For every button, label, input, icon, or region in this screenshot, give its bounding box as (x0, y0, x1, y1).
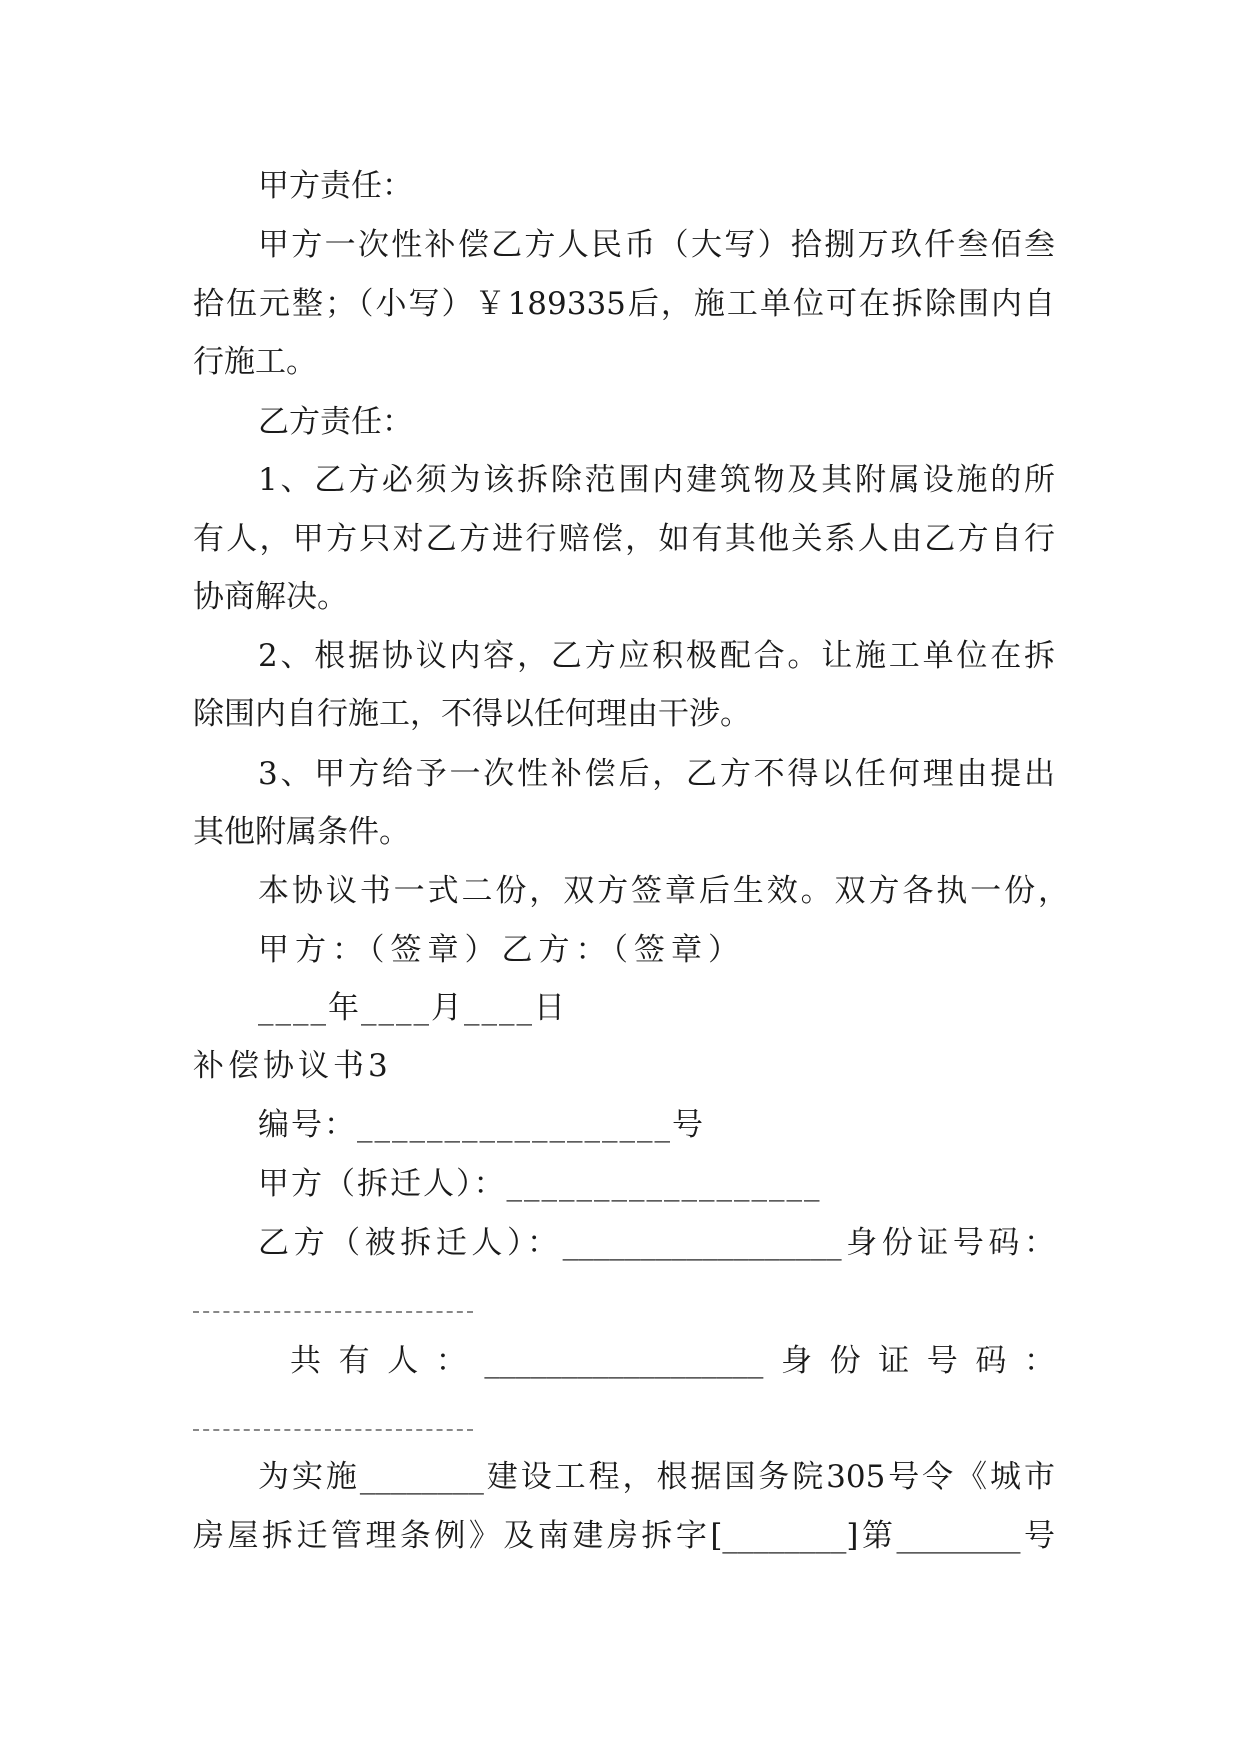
paragraph-line: 甲方一次性补偿乙方人民币（大写）拾捌万玖仟叁佰叁 (258, 227, 1055, 263)
party-b-field: 乙方（被拆迁人）：__________________身份证号码： (258, 1225, 1055, 1261)
heading-party-a-duties: 甲方责任： (258, 168, 413, 204)
paragraph-line: 2、根据协议内容，乙方应积极配合。让施工单位在拆 (258, 638, 1055, 674)
paragraph-line: 房屋拆迁管理条例》及南建房拆字[________]第________号 (193, 1518, 1055, 1554)
blank-underline (193, 1429, 473, 1431)
number-field: 编号：__________________号 (258, 1107, 705, 1143)
heading-party-b-duties: 乙方责任： (258, 404, 413, 440)
paragraph-line: 除围内自行施工，不得以任何理由干涉。 (193, 696, 751, 732)
paragraph-line: 本协议书一式二份，双方签章后生效。双方各执一份， (258, 873, 1069, 909)
paragraph-line: 行施工。 (193, 344, 317, 380)
paragraph-line: 为实施________建设工程，根据国务院305号令《城市 (258, 1459, 1055, 1495)
paragraph-line: 其他附属条件。 (193, 814, 410, 850)
paragraph-line: 拾伍元整；（小写）￥189335后，施工单位可在拆除围内自 (193, 286, 1055, 322)
section-title: 补偿协议书3 (193, 1048, 392, 1084)
party-a-field: 甲方（拆迁人）：__________________ (258, 1166, 822, 1202)
paragraph-line: 协商解决。 (193, 579, 348, 615)
paragraph-line: 有人，甲方只对乙方进行赔偿，如有其他关系人由乙方自行 (193, 521, 1055, 557)
blank-underline (193, 1311, 473, 1313)
paragraph-line: 3、甲方给予一次性补偿后，乙方不得以任何理由提出 (258, 756, 1055, 792)
co-owner-field: 共有人：__________________身份证号码： (290, 1343, 1055, 1379)
signature-line: 甲方：（签章）乙方：（签章） (258, 932, 745, 968)
paragraph-line: 1、乙方必须为该拆除范围内建筑物及其附属设施的所 (258, 462, 1055, 498)
date-line: ____年____月____日 (258, 990, 567, 1026)
